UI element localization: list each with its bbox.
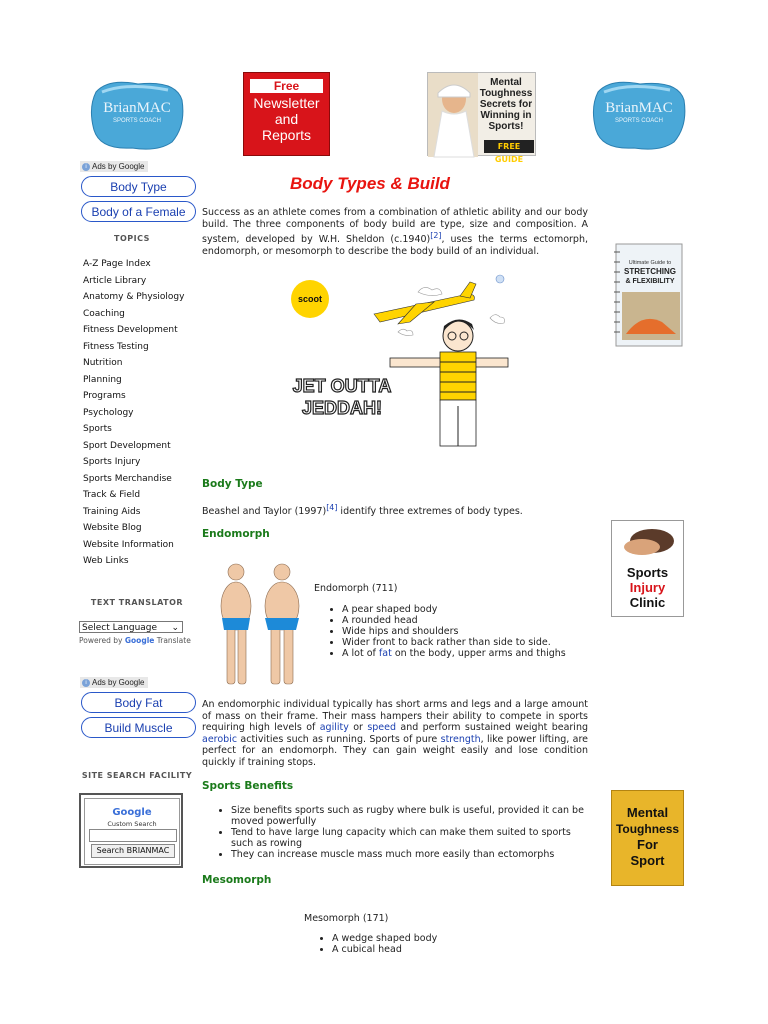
- logo-sub: SPORTS COACH: [615, 118, 663, 124]
- aerobic-link[interactable]: aerobic: [202, 733, 238, 745]
- list-item: • A cubical head: [332, 944, 580, 955]
- list-item: • Wide hips and shoulders: [342, 626, 588, 637]
- nav-item[interactable]: A-Z Page Index: [83, 259, 151, 269]
- mental-banner-text: Mental Toughness Secrets for Winning in Sports!: [479, 77, 533, 132]
- search-input[interactable]: [89, 829, 177, 842]
- nav-item[interactable]: Training Aids: [83, 506, 141, 517]
- powered-by-google-translate[interactable]: Powered by Google Translate: [79, 636, 191, 645]
- banner-free-label: Free: [250, 79, 323, 93]
- mesomorph-code: Mesomorph (171): [304, 913, 389, 924]
- reference-link[interactable]: [4]: [326, 503, 338, 512]
- site-search-heading: SITE SEARCH FACILITY: [81, 771, 193, 780]
- banner-line3: Reports: [261, 127, 312, 143]
- ad-link-build-muscle[interactable]: Build Muscle: [81, 717, 196, 738]
- banner-line1: Newsletter: [253, 95, 320, 111]
- topics-nav: [83, 256, 198, 570]
- ads-by-google-bottom[interactable]: i Ads by Google: [80, 677, 148, 688]
- ads-by-google-top[interactable]: i Ads by Google: [80, 161, 148, 172]
- nav-item[interactable]: Sport Development: [83, 440, 171, 451]
- endomorph-figure-image: [214, 558, 306, 690]
- ad-link-body-fat[interactable]: Body Fat: [81, 692, 196, 713]
- sports-injury-clinic-ad[interactable]: Sports Injury Clinic: [611, 520, 684, 617]
- ad-headline-2: JEDDAH!: [301, 398, 383, 418]
- translator-heading: TEXT TRANSLATOR: [90, 598, 184, 607]
- svg-text:& FLEXIBILITY: & FLEXIBILITY: [625, 278, 675, 285]
- brianmac-logo-left[interactable]: [88, 78, 186, 152]
- speed-link[interactable]: speed: [367, 722, 397, 733]
- logo-text: BrianMAC: [103, 100, 171, 116]
- nav-item[interactable]: Programs: [83, 391, 126, 401]
- body-type-text: Beashel and Taylor (1997)[4] identify three extremes of body types.: [202, 503, 523, 518]
- list-item: • A lot of fat on the body, upper arms and thighs: [342, 648, 588, 659]
- list-item: • A pear shaped body: [342, 604, 588, 615]
- agility-link[interactable]: agility: [319, 722, 349, 733]
- stretching-book-ad[interactable]: [612, 242, 684, 348]
- nav-item[interactable]: Coaching: [83, 308, 125, 319]
- nav-item[interactable]: Sports Merchandise: [83, 473, 172, 484]
- nav-item[interactable]: Website Blog: [83, 523, 142, 533]
- sports-benefits-heading: Sports Benefits: [202, 780, 294, 792]
- fat-link[interactable]: fat: [378, 648, 392, 659]
- nav-item[interactable]: Web Links: [83, 556, 129, 566]
- free-guide-badge: FREE GUIDE: [484, 140, 534, 153]
- info-icon: i: [82, 679, 90, 687]
- newsletter-banner[interactable]: [243, 72, 330, 156]
- endomorph-heading: Endomorph: [202, 528, 270, 540]
- svg-text:STRETCHING: STRETCHING: [624, 267, 676, 276]
- list-item: • Size benefits sports such as rugby where bulk is useful, provided it can be moved powerfully: [231, 805, 588, 827]
- nav-item[interactable]: Article Library: [83, 275, 147, 286]
- massage-photo: [612, 521, 683, 565]
- cartoon-man-illustration: [390, 319, 508, 446]
- ad-headline-1: JET OUTTA: [292, 376, 392, 396]
- mental-toughness-sport-ad[interactable]: Mental Toughness For Sport: [611, 790, 684, 886]
- nav-item[interactable]: Website Information: [83, 539, 174, 550]
- mesomorph-heading: Mesomorph: [202, 874, 272, 886]
- info-icon: i: [82, 163, 90, 171]
- nav-item[interactable]: Sports: [83, 424, 112, 434]
- endomorph-code: Endomorph (711): [314, 583, 398, 594]
- scoot-brand: scoot: [297, 294, 323, 304]
- reference-link[interactable]: [2]: [430, 231, 442, 240]
- google-logo: Google: [112, 807, 152, 818]
- list-item: • A wedge shaped body: [332, 933, 580, 944]
- google-search-box: [79, 793, 183, 868]
- sports-benefits-bullets: [219, 805, 588, 860]
- list-item: • They can increase muscle mass much more easily than ectomorphs: [231, 849, 588, 860]
- brianmac-logo-right[interactable]: [590, 78, 688, 152]
- list-item: • Tend to have large lung capacity which can make them suited to sports such as rowing: [231, 827, 588, 849]
- nav-item[interactable]: Sports Injury: [83, 457, 141, 467]
- strength-link[interactable]: strength: [440, 733, 481, 745]
- nav-item[interactable]: Anatomy & Physiology: [83, 292, 185, 302]
- athlete-photo: [428, 73, 478, 157]
- chevron-down-icon: ⌄: [171, 623, 179, 633]
- nav-item[interactable]: Fitness Development: [83, 325, 178, 335]
- body-type-heading: Body Type: [202, 478, 263, 490]
- nav-item[interactable]: Psychology: [83, 407, 134, 418]
- topics-heading: TOPICS: [114, 234, 150, 243]
- intro-paragraph: Success as an athlete comes from a combination of athletic ability and our body build. The three components of body build are type, size and composition. A system, developed by W.H. Sheldon (c.1940)[2], uses the terms ectomorph, endomorph, or mesomorph to describe the body build of an individual.: [202, 207, 588, 257]
- logo-sub: SPORTS COACH: [113, 118, 161, 124]
- banner-line2: and: [274, 111, 299, 127]
- ad-link-body-of-female[interactable]: Body of a Female: [81, 201, 196, 222]
- nav-item[interactable]: Track & Field: [83, 490, 141, 500]
- mental-toughness-banner[interactable]: [427, 72, 536, 164]
- ad-link-body-type[interactable]: Body Type: [81, 176, 196, 197]
- nav-item[interactable]: Planning: [83, 374, 122, 385]
- svg-text:Ultimate Guide to: Ultimate Guide to: [628, 260, 672, 266]
- nav-item[interactable]: Nutrition: [83, 358, 123, 368]
- logo-text: BrianMAC: [605, 100, 673, 116]
- list-item: • A rounded head: [342, 615, 588, 626]
- search-button[interactable]: Search BRIANMAC: [91, 844, 175, 858]
- scoot-ad[interactable]: [288, 272, 506, 450]
- mesomorph-bullets: [320, 933, 580, 955]
- endomorph-bullets: [330, 604, 588, 659]
- list-item: • Wider front to back rather than side to side.: [342, 637, 588, 648]
- page-title: Body Types & Build: [290, 174, 450, 193]
- nav-item[interactable]: Fitness Testing: [83, 341, 149, 352]
- language-select[interactable]: Select Language ⌄: [79, 621, 183, 633]
- custom-search-label: Custom Search: [107, 820, 157, 828]
- endomorph-paragraph: An endomorphic individual typically has short arms and legs and a large amount of mass on their frame. Their mass hampers their ability to compete in sports requiring high levels of agility or speed and perform sustained weight bearing aerobic activities such as running. Sports of pure strength, like power lifting, are perfect for an endomorph. They can gain weight easily and lose condition quickly if training stops.: [202, 699, 588, 768]
